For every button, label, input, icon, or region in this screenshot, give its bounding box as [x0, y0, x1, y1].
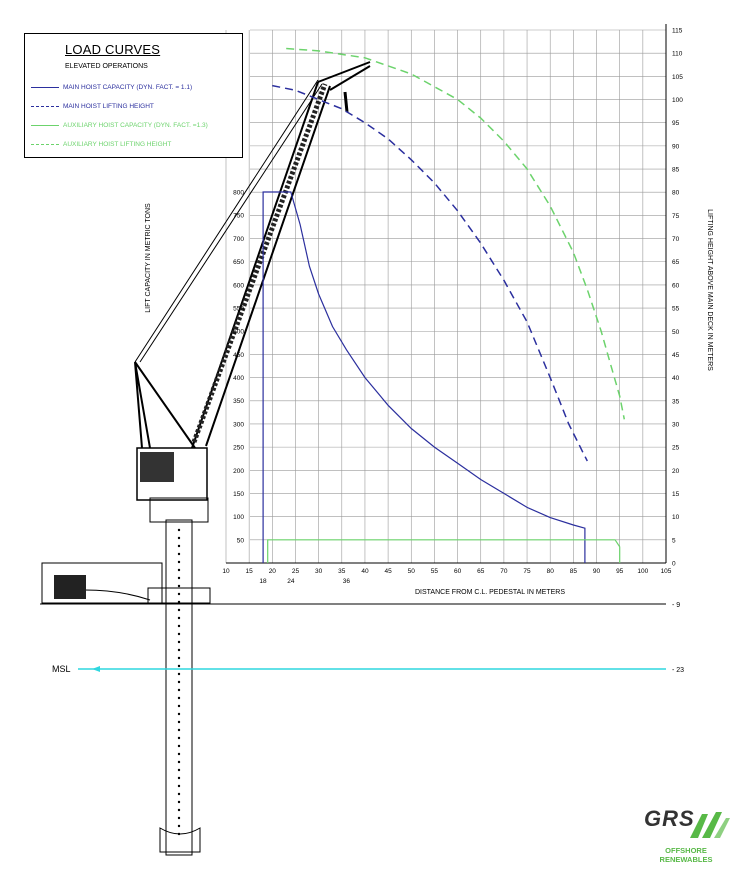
- y-right-tick-label: 30: [672, 421, 680, 429]
- pedestal-rivet: [178, 721, 180, 723]
- x-tick-label: 105: [660, 568, 672, 575]
- series-line-1: [272, 86, 587, 461]
- crane-drawing: [42, 62, 370, 855]
- pedestal-rivet: [178, 729, 180, 731]
- legend-swatch: [31, 106, 59, 107]
- chart-grid: [226, 30, 666, 563]
- pedestal-rivet: [178, 793, 180, 795]
- y-right-tick-label: 0: [672, 560, 676, 568]
- y-right-tick-label: 40: [672, 375, 680, 383]
- y-left-axis-label: LIFT CAPACITY IN METRIC TONS: [145, 203, 152, 313]
- y-left-tick-label: 350: [233, 398, 244, 406]
- msl-arrow-icon: [92, 666, 100, 672]
- legend: [24, 33, 243, 158]
- pedestal-rivet: [178, 705, 180, 707]
- pedestal-rivet: [178, 689, 180, 691]
- crane-pedestal-head: [150, 498, 208, 522]
- x-tick-label: 45: [384, 568, 392, 575]
- x-tick-label: 25: [291, 568, 300, 575]
- pedestal-rivet: [178, 825, 180, 827]
- y-left-tick-label: 750: [233, 212, 244, 220]
- pedestal-rivet: [178, 785, 180, 787]
- x-tick-label: 65: [477, 568, 485, 575]
- logo-line-renewables: RENEWABLES: [659, 855, 713, 864]
- legend-item: [31, 103, 154, 113]
- y-right-axis-label: LIFTING HEIGHT ABOVE MAIN DECK IN METERS: [706, 209, 713, 371]
- logo-text: [640, 846, 732, 864]
- pedestal-rivet: [178, 593, 180, 595]
- crane-a-frame: [135, 362, 195, 448]
- elevation-label-msl: MSL: [52, 664, 71, 674]
- pedestal-rivet: [178, 769, 180, 771]
- pedestal-rivet: [178, 761, 180, 763]
- legend-title: LOAD CURVES: [65, 42, 161, 57]
- pedestal-rivets: [178, 529, 180, 835]
- pedestal-rivet: [178, 577, 180, 579]
- y-right-tick-label: 25: [672, 444, 680, 452]
- series-line-2: [268, 540, 620, 563]
- y-left-tick-label: 600: [233, 282, 244, 290]
- pedestal-rivet: [178, 537, 180, 539]
- crane-pedestal-base: [148, 588, 210, 603]
- x-secondary-tick-label: 24: [287, 578, 295, 585]
- pedestal-rivet: [178, 609, 180, 611]
- pedestal-rivet: [178, 745, 180, 747]
- y-right-tick-label: 105: [672, 73, 683, 81]
- elevation-value-msl: - 23: [672, 667, 685, 674]
- pedestal-rivet: [178, 817, 180, 819]
- chart-axes: [226, 24, 666, 563]
- y-left-tick-label: 150: [233, 490, 244, 498]
- x-tick-label: 85: [569, 568, 577, 575]
- crane-machinery: [140, 452, 174, 482]
- y-left-tick-label: 300: [233, 421, 244, 429]
- y-left-tick-label: 200: [233, 467, 244, 475]
- y-right-tick-label: 55: [672, 305, 680, 313]
- legend-subtitle: ELEVATED OPERATIONS: [65, 63, 148, 70]
- elevation-lines: [40, 602, 684, 674]
- pedestal-rivet: [178, 649, 180, 651]
- x-tick-label: 90: [592, 568, 601, 575]
- y-right-tick-label: 80: [672, 189, 680, 197]
- pedestal-rivet: [178, 737, 180, 739]
- x-axis-label: DISTANCE FROM C.L. PEDESTAL IN METERS: [414, 589, 566, 596]
- legend-item-label: AUXILIARY HOIST CAPACITY (DYN. FACT. =1.3): [63, 122, 208, 129]
- pedestal-rivet: [178, 753, 180, 755]
- logo-line-offshore: OFFSHORE: [665, 846, 707, 855]
- pedestal-rivet: [178, 681, 180, 683]
- y-left-tick-label: 250: [233, 444, 244, 452]
- x-tick-label: 35: [338, 568, 346, 575]
- legend-item: [31, 122, 208, 132]
- legend-swatch: [31, 87, 59, 88]
- pedestal-rivet: [178, 569, 180, 571]
- pedestal-rivet: [178, 529, 180, 531]
- x-tick-label: 100: [637, 568, 649, 575]
- pedestal-rivet: [178, 585, 180, 587]
- pedestal-rivet: [178, 713, 180, 715]
- y-right-tick-label: 95: [672, 120, 680, 128]
- pedestal-rivet: [178, 657, 180, 659]
- x-tick-label: 50: [407, 568, 415, 575]
- legend-swatch: [31, 125, 59, 126]
- pedestal-rivet: [178, 633, 180, 635]
- legend-item-label: AUXILIARY HOIST LIFTING HEIGHT: [63, 141, 172, 148]
- y-right-tick-label: 75: [672, 212, 680, 220]
- crane-jib: [318, 62, 370, 90]
- pedestal-rivet: [178, 545, 180, 547]
- pedestal-rivet: [178, 697, 180, 699]
- legend-item-label: MAIN HOIST LIFTING HEIGHT: [63, 103, 154, 110]
- elevation-value-deck: - 9: [672, 602, 681, 609]
- y-left-tick-label: 800: [233, 189, 244, 197]
- pedestal-rivet: [178, 809, 180, 811]
- y-left-tick-label: 400: [233, 375, 244, 382]
- legend-item: [31, 141, 171, 151]
- x-tick-label: 95: [616, 568, 624, 575]
- grs-logo: [640, 806, 732, 876]
- pedestal-rivet: [178, 617, 180, 619]
- y-right-tick-label: 100: [672, 97, 683, 105]
- crane-hook-block: [345, 92, 347, 112]
- y-right-tick-label: 115: [672, 27, 683, 35]
- logo-mark: GRS: [644, 806, 695, 831]
- x-tick-label: 60: [453, 568, 462, 575]
- y-right-tick-label: 45: [672, 351, 680, 359]
- y-left-tick-label: 650: [233, 259, 244, 267]
- y-right-tick-label: 70: [672, 236, 680, 244]
- legend-item: [31, 84, 192, 94]
- pedestal-rivet: [178, 553, 180, 555]
- pedestal-rivet: [178, 777, 180, 779]
- y-left-tick-label: 700: [233, 235, 244, 243]
- logo-swoosh-icon: [688, 810, 730, 840]
- x-tick-label: 70: [500, 568, 508, 575]
- x-tick-label: 10: [222, 568, 230, 575]
- x-tick-label: 40: [361, 568, 369, 575]
- pedestal-rivet: [178, 673, 180, 675]
- y-right-tick-label: 15: [672, 490, 680, 498]
- x-tick-label: 15: [245, 568, 253, 575]
- pedestal-rivet: [178, 801, 180, 803]
- pedestal-rivet: [178, 641, 180, 643]
- x-tick-label: 55: [430, 568, 439, 575]
- deck-slope: [85, 590, 150, 600]
- x-tick-label: 80: [546, 568, 554, 575]
- x-tick-label: 20: [268, 568, 276, 575]
- y-left-tick-label: 550: [233, 305, 244, 313]
- y-right-tick-label: 20: [672, 467, 680, 475]
- x-secondary-tick-label: 36: [342, 578, 351, 585]
- legend-swatch: [31, 144, 59, 145]
- y-left-tick-label: 100: [233, 514, 244, 522]
- y-right-tick-label: 65: [672, 259, 680, 267]
- y-left-tick-label: 450: [233, 351, 244, 359]
- x-tick-label: 75: [523, 568, 531, 575]
- y-right-tick-label: 5: [672, 537, 676, 545]
- x-secondary-tick-label: 18: [259, 578, 267, 585]
- legend-item-label: MAIN HOIST CAPACITY (DYN. FACT. = 1.1): [63, 84, 193, 91]
- y-right-tick-label: 90: [672, 143, 680, 151]
- pedestal-rivet: [178, 561, 180, 563]
- y-right-tick-label: 10: [672, 514, 680, 522]
- pedestal-rivet: [178, 665, 180, 667]
- y-right-tick-label: 110: [672, 50, 683, 58]
- winch-block: [54, 575, 86, 599]
- y-right-tick-label: 35: [672, 398, 680, 406]
- y-right-tick-label: 60: [672, 282, 680, 290]
- x-tick-label: 30: [315, 568, 323, 575]
- y-right-tick-label: 50: [672, 328, 680, 336]
- y-right-tick-label: 85: [672, 166, 680, 174]
- pedestal-rivet: [178, 625, 180, 627]
- y-left-tick-label: 500: [233, 328, 244, 336]
- y-left-tick-label: 50: [236, 537, 244, 545]
